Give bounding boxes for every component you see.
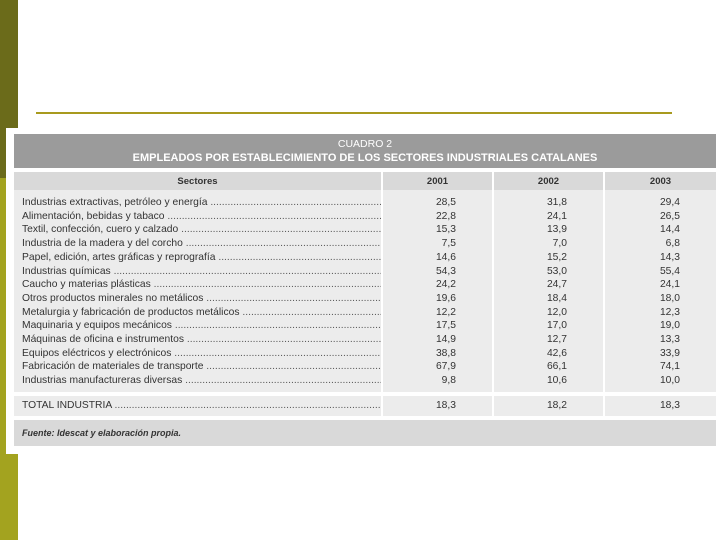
table-row: [14, 223, 716, 237]
value-2002: 7,0: [493, 237, 604, 251]
value-2003: 19,0: [604, 319, 716, 333]
table-row: [14, 265, 716, 279]
value-2002: 17,0: [493, 319, 604, 333]
sector-label: Textil, confección, cuero y calzado .....: [14, 223, 382, 237]
column-header-sectores: Sectores: [14, 172, 382, 190]
value-2003: 13,3: [604, 333, 716, 347]
value-2002: 24,1: [493, 210, 604, 224]
value-2002: 66,1: [493, 360, 604, 374]
data-table: [14, 172, 716, 416]
value-2002: 18,4: [493, 292, 604, 306]
value-2003: 29,4: [604, 190, 716, 210]
total-2003: 18,3: [604, 396, 716, 416]
value-2001: 14,9: [382, 333, 493, 347]
table-row: [14, 190, 716, 210]
value-2002: 12,0: [493, 306, 604, 320]
column-header-2001: 2001: [382, 172, 493, 190]
value-2003: 10,0: [604, 374, 716, 392]
value-2001: 17,5: [382, 319, 493, 333]
sector-label: Caucho y materias plásticas .....: [14, 278, 382, 292]
total-2002: 18,2: [493, 396, 604, 416]
table-row: [14, 292, 716, 306]
column-header-2003: 2003: [604, 172, 716, 190]
sector-label: Fabricación de materiales de transporte .....: [14, 360, 382, 374]
value-2003: 12,3: [604, 306, 716, 320]
value-2003: 24,1: [604, 278, 716, 292]
value-2002: 24,7: [493, 278, 604, 292]
table-title: EMPLEADOS POR ESTABLECIMIENTO DE LOS SECTORES INDUSTRIALES CATALANES: [132, 152, 598, 164]
table-source-note: Fuente: Idescat y elaboración propia.: [14, 420, 716, 446]
table-row: [14, 360, 716, 374]
sector-label: Papel, edición, artes gráficas y reprografía .....: [14, 251, 382, 265]
value-2002: 42,6: [493, 347, 604, 361]
value-2001: 22,8: [382, 210, 493, 224]
sector-label: Máquinas de oficina e instrumentos .....: [14, 333, 382, 347]
sector-label: Industrias extractivas, petróleo y energía .....: [14, 190, 382, 210]
sector-label: Otros productos minerales no metálicos .....: [14, 292, 382, 306]
value-2001: 67,9: [382, 360, 493, 374]
value-2001: 28,5: [382, 190, 493, 210]
value-2001: 7,5: [382, 237, 493, 251]
sector-label: Maquinaria y equipos mecánicos .....: [14, 319, 382, 333]
table-row: [14, 319, 716, 333]
value-2002: 53,0: [493, 265, 604, 279]
table-row: [14, 237, 716, 251]
sector-label: Metalurgia y fabricación de productos metálicos .....: [14, 306, 382, 320]
table-total-row: [14, 396, 716, 416]
value-2001: 24,2: [382, 278, 493, 292]
total-2001: 18,3: [382, 396, 493, 416]
value-2003: 33,9: [604, 347, 716, 361]
table-row: [14, 333, 716, 347]
value-2001: 19,6: [382, 292, 493, 306]
value-2002: 12,7: [493, 333, 604, 347]
value-2002: 13,9: [493, 223, 604, 237]
value-2001: 12,2: [382, 306, 493, 320]
value-2003: 55,4: [604, 265, 716, 279]
value-2002: 31,8: [493, 190, 604, 210]
table-header-row: [14, 172, 716, 190]
value-2003: 18,0: [604, 292, 716, 306]
value-2001: 54,3: [382, 265, 493, 279]
table-header-banner: [14, 134, 716, 168]
value-2002: 15,2: [493, 251, 604, 265]
table-row: [14, 210, 716, 224]
value-2001: 14,6: [382, 251, 493, 265]
value-2003: 14,4: [604, 223, 716, 237]
sector-label: Industrias químicas .....: [14, 265, 382, 279]
table-number: CUADRO 2: [337, 138, 393, 150]
value-2001: 38,8: [382, 347, 493, 361]
table-row: [14, 306, 716, 320]
sector-label: Industria de la madera y del corcho .....: [14, 237, 382, 251]
table-row: [14, 278, 716, 292]
value-2003: 74,1: [604, 360, 716, 374]
table-row: [14, 347, 716, 361]
total-label: TOTAL INDUSTRIA .....: [14, 396, 382, 416]
sector-label: Industrias manufactureras diversas .....: [14, 374, 382, 392]
table-row: [14, 374, 716, 392]
value-2001: 9,8: [382, 374, 493, 392]
column-header-2002: 2002: [493, 172, 604, 190]
value-2003: 14,3: [604, 251, 716, 265]
value-2003: 6,8: [604, 237, 716, 251]
value-2002: 10,6: [493, 374, 604, 392]
value-2001: 15,3: [382, 223, 493, 237]
sector-label: Equipos eléctricos y electrónicos .....: [14, 347, 382, 361]
sector-label: Alimentación, bebidas y tabaco .....: [14, 210, 382, 224]
table-figure: [6, 128, 718, 454]
value-2003: 26,5: [604, 210, 716, 224]
slide-title-rule: [36, 112, 672, 114]
table-row: [14, 251, 716, 265]
